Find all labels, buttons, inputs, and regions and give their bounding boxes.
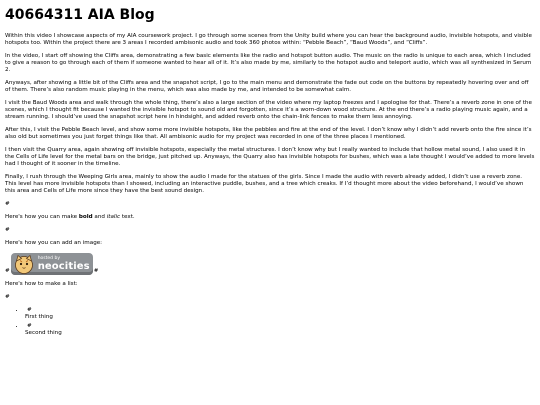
image-example-label: Here's how you can add an image: <box>5 240 103 246</box>
bold-italic-example <box>5 214 535 221</box>
hash-marker: • # <box>27 307 32 313</box>
paragraph-cliffs: In the video, I start off showing the Cliffs area, demonstrating a few basic elements like the radio and hotspot button audio. The music on the radio is unique to each area, which I included to give a reason to go through each of them if someone wanted to hear all of it. It’s also made by me, similarly to the hotspot audio and teleport audio, which was all synthesized in Serum 2. <box>5 53 532 73</box>
list-item <box>25 323 535 337</box>
badge-small-text: hosted by <box>37 256 60 261</box>
paragraph-baud-woods: I visit the Baud Woods area and walk through the whole thing, there’s also a large section of the video where my laptop freezes and I apologise for that. There’s a reverb zone in one of the scenes, which I thought fit because I wanted the invisible hotspot to sound old and forgotten, since it’s a worn-down wood structure. At the end there’s a radio playing music again, and a stream running. I should’ve used the snapshot script here in hindsight, and added reverb onto the chain-link fences to make them less annoying. <box>5 100 532 120</box>
hash-marker: # <box>93 268 99 274</box>
italic-text: italic <box>106 214 121 220</box>
bold-line-before: Here's how you can make <box>5 214 79 220</box>
hash-marker: # <box>5 294 10 300</box>
list-item <box>25 307 535 321</box>
hash-marker: # <box>5 201 10 207</box>
paragraph-weeping-girls: Finally, I rush through the Weeping Girls area, mainly to show the audio I made for the statues of the girls. Since I made the audio with reverb already added, I didn’t use a reverb zone. This level has more invisible hotspots than I showed, including an interactive puddle, bushes, and a tree which creaks. If I’d thought more about the video beforehand, I would’ve shown this area and Cells of Life more since they have the best sound design. <box>5 174 524 194</box>
image-example-row <box>5 253 535 275</box>
bold-line-middle: and <box>92 214 107 220</box>
paragraph-intro: Within this video I showcase aspects of my AIA coursework project. I go through some scenes from the Unity build where you can hear the background audio, invisible hotspots, and visible hotspots too. Within the project there are 3 areas I recorded ambisonic audio and took 360 photos within: “Pebble Beach”, “Baud Woods”, and “Cliffs”. <box>5 33 532 46</box>
list-item-label: Second thing <box>25 330 62 336</box>
example-list <box>5 307 535 337</box>
neocities-cat-logo-icon <box>13 253 35 275</box>
hash-marker: • # <box>27 323 32 329</box>
badge-big-text: neocities <box>37 261 90 272</box>
bold-text: bold <box>78 214 93 220</box>
neocities-badge[interactable] <box>11 253 93 275</box>
paragraph-quarry: I then visit the Quarry area, again showing off invisible hotspots, especially the metal structures. I don’t know why but I really wanted to include that hollow metal sound, I also used it in the Cells of Life level for the metal bars on the bridge, just pitched up. Anyways, the Quarry also has invisible hotspots for bushes, which was a late thought I would’ve added to more levels had I thought of it sooner in the timeline. <box>5 147 535 167</box>
paragraph-menu: Anyways, after showing a little bit of the Cliffs area and the snapshot script, I go to the main menu and demonstrate the fade out code on the buttons by repeatedly hovering over and off of them. There’s also random music playing in the menu, which was also made by me, and intended to be somewhat calm. <box>5 80 529 93</box>
page-title: 40664311 AIA Blog <box>5 7 155 23</box>
bold-line-after: text. <box>120 214 135 220</box>
hash-marker: # <box>5 268 10 274</box>
paragraph-pebble-beach: After this, I visit the Pebble Beach level, and show some more invisible hotspots, like the pebbles and fire at the end of the level. I don’t know why I didn’t add reverb onto the fire since it’s also old but sometimes you just forget things like that. All ambisonic audio for my project was recorded in one of the three places I mentioned. <box>5 127 532 140</box>
badge-text <box>38 256 90 272</box>
list-example-label: Here's how to make a list: <box>5 281 78 287</box>
list-item-label: First thing <box>25 314 53 320</box>
hash-marker: # <box>5 227 10 233</box>
